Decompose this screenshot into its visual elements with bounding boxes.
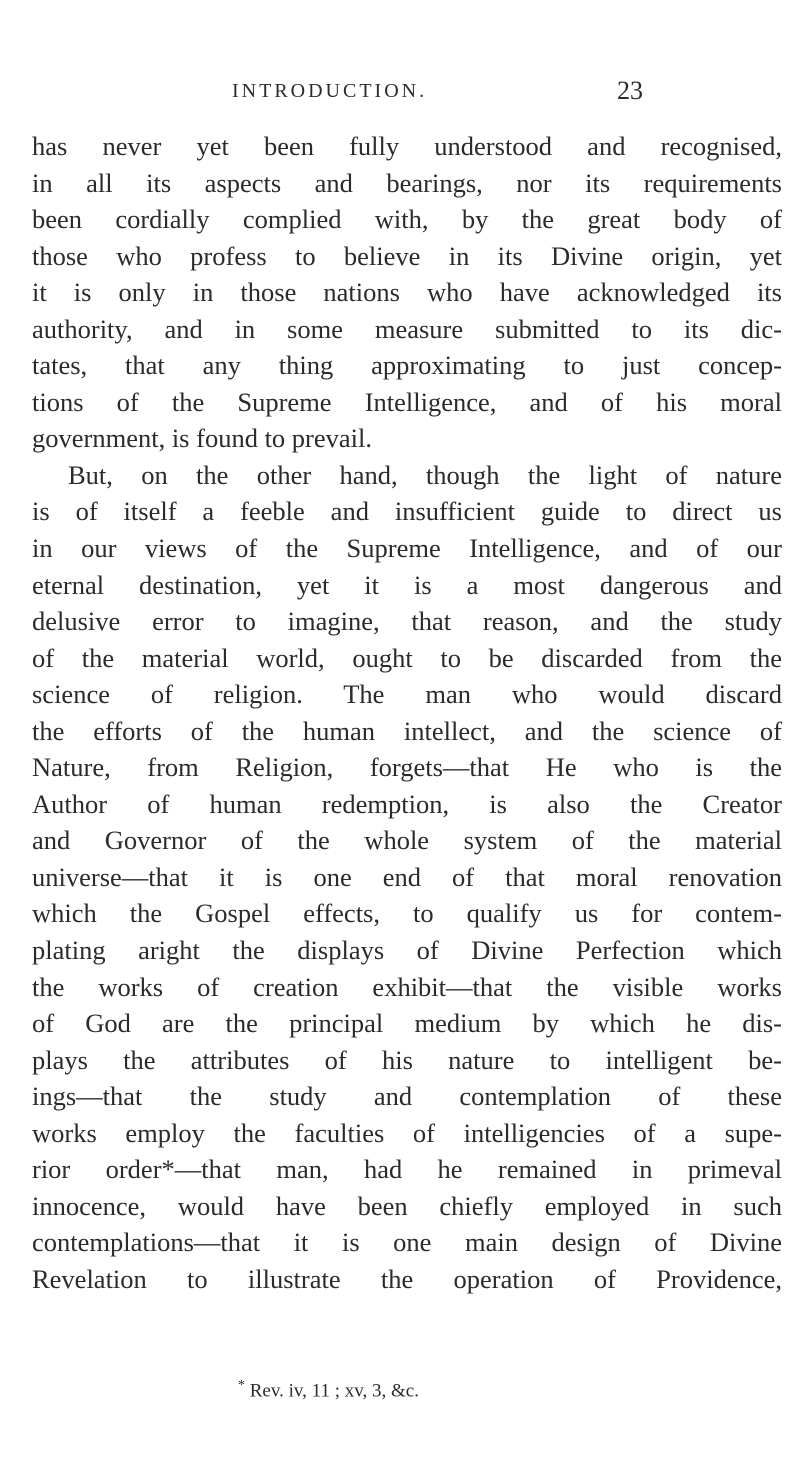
text-line: the works of creation exhibit—that the visible works	[32, 971, 782, 1002]
text-line: the efforts of the human intellect, and the science of	[32, 715, 782, 746]
text-line: authority, and in some measure submitted to its dic-	[32, 313, 782, 344]
running-head	[0, 76, 800, 110]
text-line: eternal destination, yet it is a most dangerous and	[32, 569, 782, 600]
text-line: contemplations—that it is one main design of Divine	[32, 1227, 782, 1258]
text-line: in all its aspects and bearings, nor its requirements	[32, 167, 782, 198]
text-line: works employ the faculties of intelligencies of a supe-	[32, 1117, 782, 1148]
text-line: But, on the other hand, though the light of nature	[68, 459, 782, 490]
text-line: tions of the Supreme Intelligence, and of his moral	[32, 386, 782, 417]
text-line: and Governor of the whole system of the material	[32, 825, 782, 856]
text-line: been cordially complied with, by the great body of	[32, 204, 782, 235]
text-line: government, is found to prevail.	[32, 423, 373, 454]
text-line: plays the attributes of his nature to intelligent be-	[32, 1044, 782, 1075]
text-line: which the Gospel effects, to qualify us for contem-	[32, 898, 782, 929]
text-line: innocence, would have been chiefly employed in such	[32, 1190, 782, 1221]
text-line: of the material world, ought to be discarded from the	[32, 642, 782, 673]
text-line: rior order*—that man, had he remained in primeval	[32, 1154, 782, 1185]
text-line: has never yet been fully understood and recognised,	[32, 131, 782, 161]
text-line: it is only in those nations who have acknowledged its	[32, 277, 782, 308]
footnote-marker: *	[238, 1378, 245, 1393]
footnote-text: Rev. iv, 11 ; xv, 3, &c.	[249, 1380, 419, 1402]
text-line: of God are the principal medium by which he dis-	[32, 1008, 782, 1039]
text-line: those who profess to believe in its Divine origin, yet	[32, 240, 782, 271]
text-line: in our views of the Supreme Intelligence, and of our	[32, 533, 782, 564]
footnote	[238, 1378, 419, 1402]
text-line: is of itself a feeble and insufficient guide to direct us	[32, 496, 782, 527]
running-title: INTRODUCTION.	[232, 80, 428, 102]
text-line: science of religion. The man who would discard	[32, 679, 782, 710]
text-line: delusive error to imagine, that reason, and the study	[32, 606, 782, 637]
text-line: ings—that the study and contemplation of these	[32, 1081, 782, 1112]
page-number: 23	[617, 76, 643, 105]
text-line: Revelation to illustrate the operation of Providence,	[32, 1263, 782, 1294]
body-text	[32, 128, 782, 1298]
text-line: Nature, from Religion, forgets—that He who is the	[32, 752, 782, 783]
text-line: universe—that it is one end of that moral renovation	[32, 861, 782, 892]
text-line: Author of human redemption, is also the Creator	[32, 788, 782, 819]
text-line: plating aright the displays of Divine Perfection which	[32, 935, 782, 966]
text-line: tates, that any thing approximating to just concep-	[32, 350, 782, 381]
